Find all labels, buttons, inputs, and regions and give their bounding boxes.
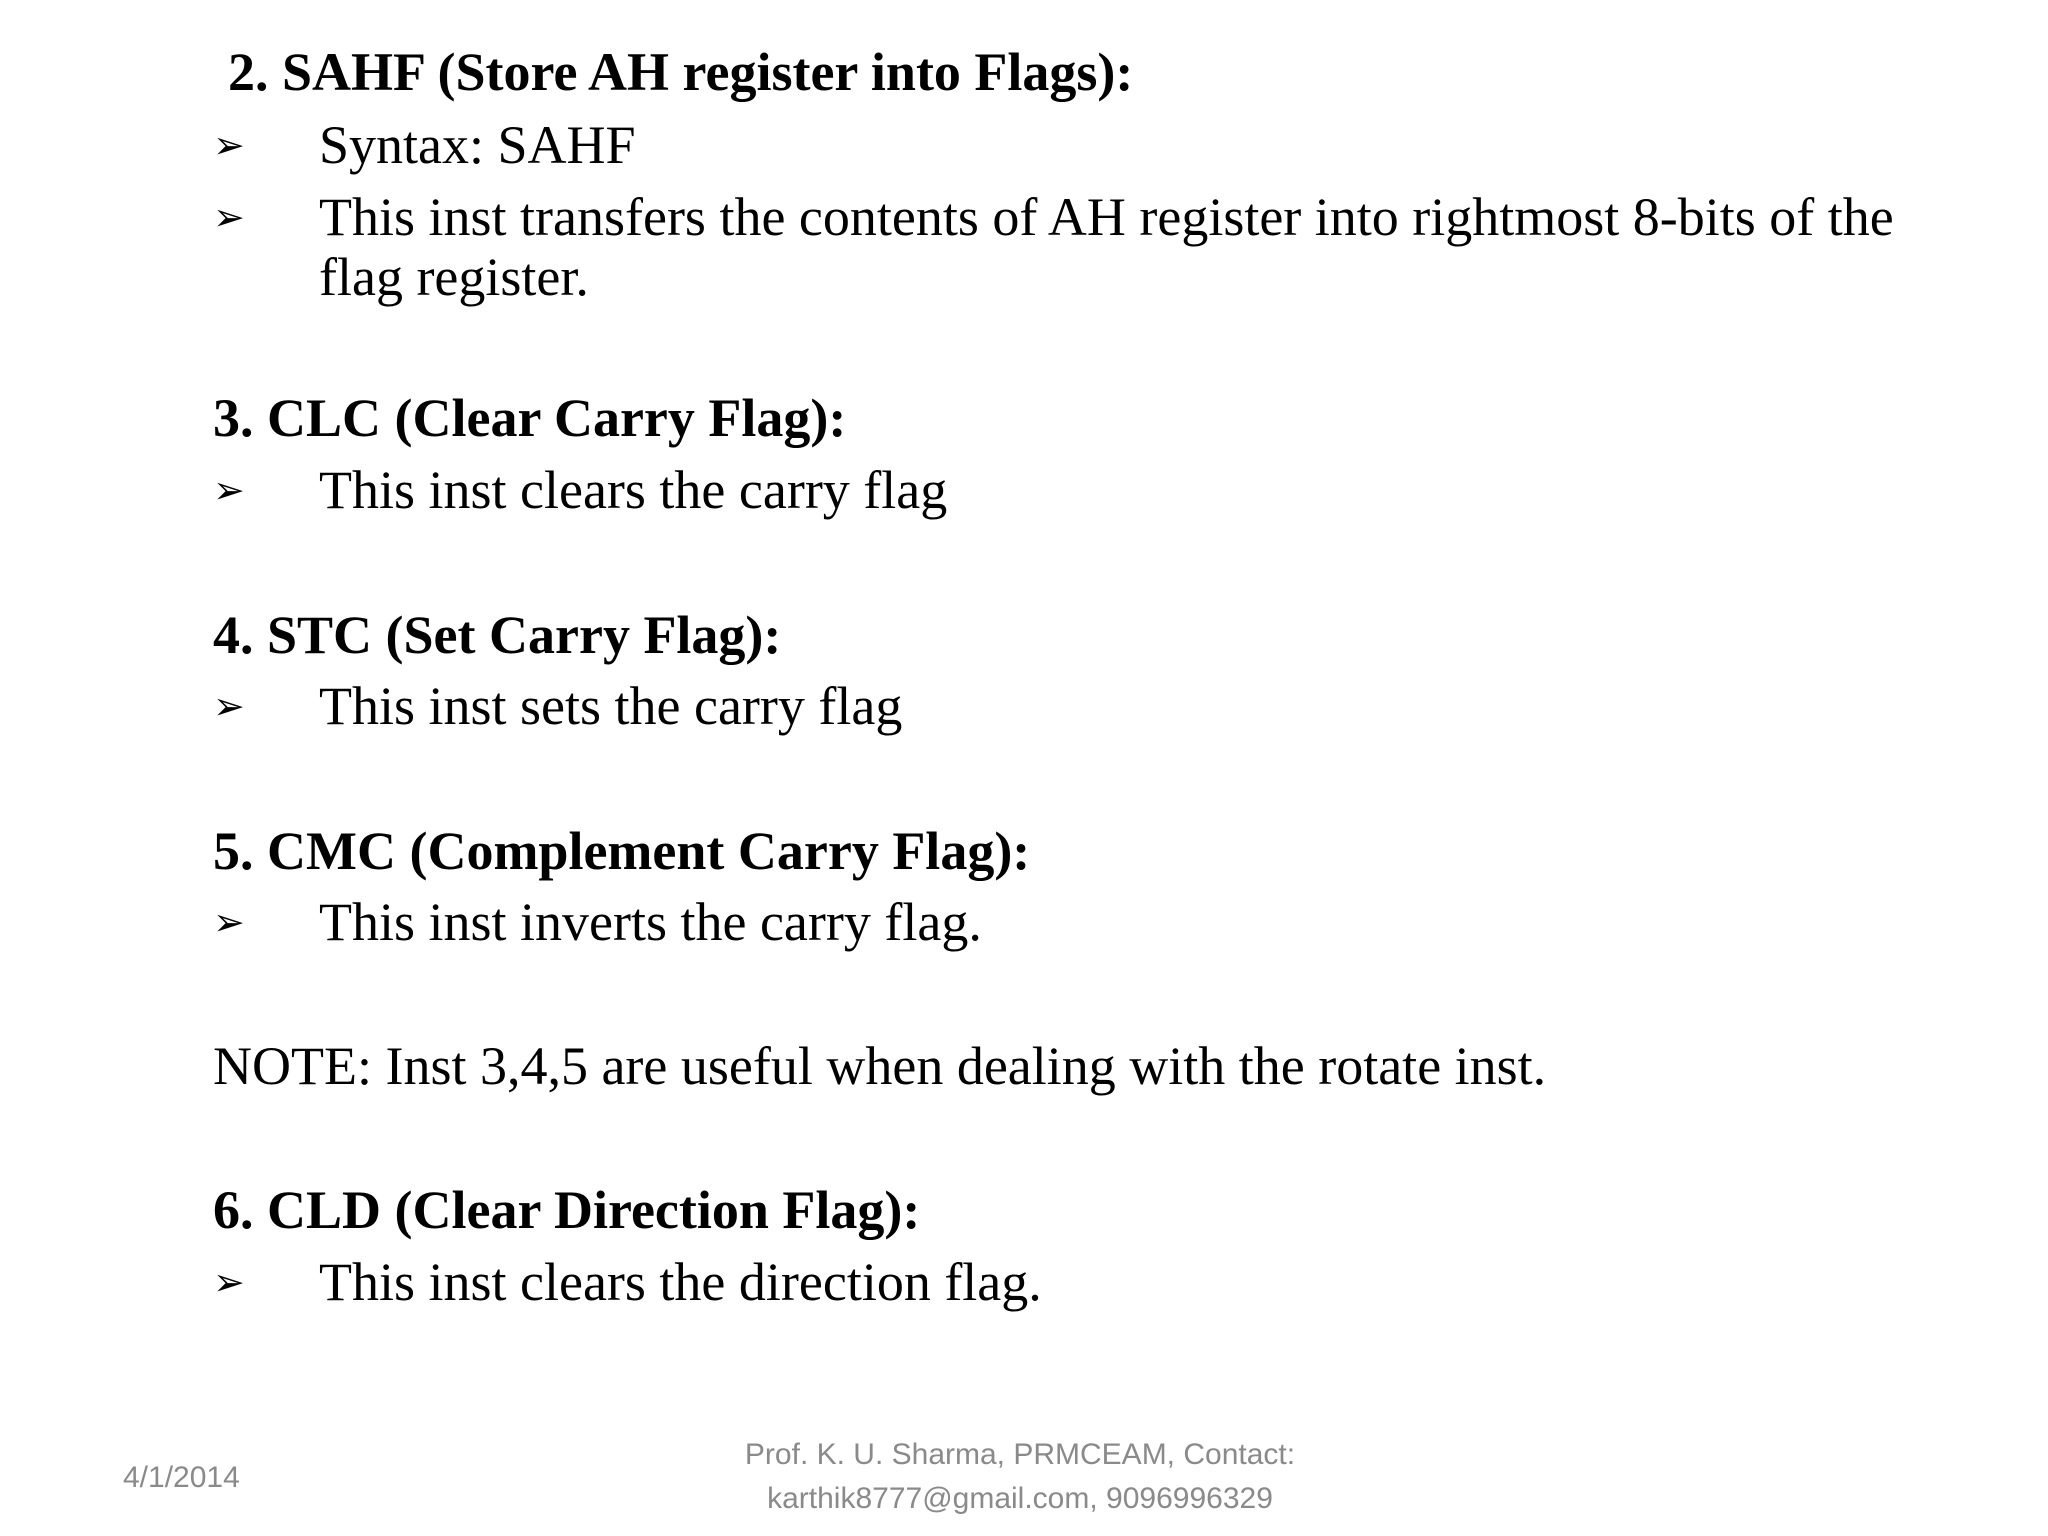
list-item <box>213 460 1913 520</box>
section-heading-sahf: 2. SAHF (Store AH register into Flags): <box>228 42 1134 102</box>
section-heading-stc: 4. STC (Set Carry Flag): <box>213 605 782 665</box>
list-item <box>213 892 1913 952</box>
section-heading-cld: 6. CLD (Clear Direction Flag): <box>213 1180 921 1240</box>
arrow-bullet-icon: ➢ <box>213 684 245 728</box>
list-item-text: This inst transfers the contents of AH register into rightmost 8-bits of the flag register. <box>319 187 1894 307</box>
list-item <box>213 1252 1913 1312</box>
list-item-text: This inst inverts the carry flag. <box>319 892 982 952</box>
footer-author-line1: Prof. K. U. Sharma, PRMCEAM, Contact: <box>744 1438 1296 1471</box>
list-item <box>213 187 1913 307</box>
arrow-bullet-icon: ➢ <box>213 900 245 944</box>
arrow-bullet-icon: ➢ <box>213 195 245 239</box>
footer-date: 4/1/2014 <box>123 1461 240 1494</box>
footer-author-line2: karthik8777@gmail.com, 9096996329 <box>767 1482 1273 1515</box>
list-item-text: Syntax: SAHF <box>319 115 636 175</box>
section-heading-clc: 3. CLC (Clear Carry Flag): <box>213 388 847 448</box>
arrow-bullet-icon: ➢ <box>213 468 245 512</box>
list-item <box>213 115 1913 175</box>
list-item-text: This inst sets the carry flag <box>319 676 903 736</box>
arrow-bullet-icon: ➢ <box>213 123 245 167</box>
note-text: NOTE: Inst 3,4,5 are useful when dealing with the rotate inst. <box>213 1036 1547 1096</box>
footer-author <box>660 1433 1380 1521</box>
section-heading-cmc: 5. CMC (Complement Carry Flag): <box>213 821 1031 881</box>
list-item-text: This inst clears the direction flag. <box>319 1252 1042 1312</box>
arrow-bullet-icon: ➢ <box>213 1260 245 1304</box>
list-item-text: This inst clears the carry flag <box>319 460 948 520</box>
list-item <box>213 676 1913 736</box>
